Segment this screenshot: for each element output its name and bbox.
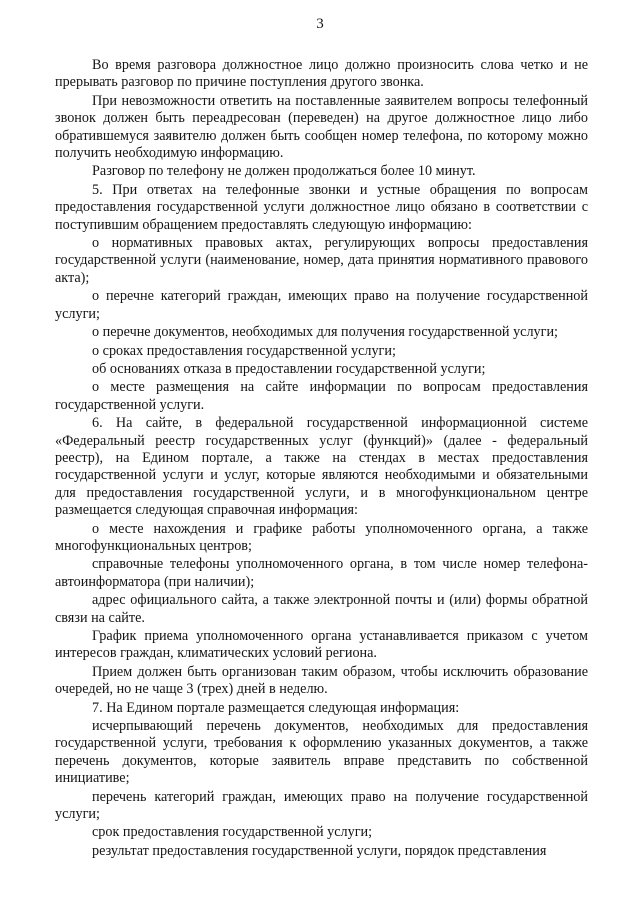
paragraph: о сроках предоставления государственной услуги; <box>92 342 396 359</box>
paragraph: Во время разговора должностное лицо должно произносить слова четко и не прерывать разговор по причине поступления другого звонка. <box>55 57 588 91</box>
paragraph: Разговор по телефону не должен продолжаться более 10 минут. <box>92 163 476 180</box>
paragraph: исчерпывающий перечень документов, необходимых для предоставления государственной услуги, требования к оформлению указанных документов, а также перечень документов, которые заявитель вправе представить по собственной инициативе; <box>55 718 588 787</box>
paragraph: срок предоставления государственной услуги; <box>92 824 373 841</box>
page-number: 3 <box>316 16 324 32</box>
paragraph: 6. На сайте, в федеральной государственной информационной системе «Федеральный реестр государственных услуг (функций)» (далее - федеральный реестр), на Едином портале, а также на стендах в местах предоставления государственной услуги и услуг, которые являются необходимыми и обязательными для предоставления государственной услуги, и в многофункциональном центре размещается следующая справочная информация: <box>55 415 588 519</box>
paragraph: При невозможности ответить на поставленные заявителем вопросы телефонный звонок должен быть переадресован (переведен) на другое должностное лицо либо обратившемуся заявителю должен быть сообщен номер телефона, по которому можно получить необходимую информацию. <box>55 92 588 162</box>
paragraph: о месте размещения на сайте информации по вопросам предоставления государственной услуги. <box>55 379 588 413</box>
paragraph: результат предоставления государственной услуги, порядок представления <box>92 842 547 859</box>
paragraph: о месте нахождения и графике работы уполномоченного органа, а также многофункциональных центров; <box>55 520 588 554</box>
paragraph: адрес официального сайта, а также электронной почты и (или) формы обратной связи на сайте. <box>55 592 588 626</box>
paragraph: 7. На Едином портале размещается следующая информация: <box>92 699 460 716</box>
paragraph: справочные телефоны уполномоченного органа, в том числе номер телефона-автоинформатора (при наличии); <box>55 556 588 590</box>
document-body <box>55 57 588 861</box>
paragraph: о перечне категорий граждан, имеющих право на получение государственной услуги; <box>55 288 588 322</box>
paragraph: перечень категорий граждан, имеющих право на получение государственной услуги; <box>55 788 588 823</box>
paragraph: 5. При ответах на телефонные звонки и устные обращения по вопросам предоставления государственной услуги должностное лицо обязано в соответствии с поступившим обращением предоставлять следующую информацию: <box>55 181 588 233</box>
paragraph: Прием должен быть организован таким образом, чтобы исключить образование очередей, но не чаще 3 (трех) дней в неделю. <box>55 663 588 698</box>
paragraph: График приема уполномоченного органа устанавливается приказом с учетом интересов граждан, климатических условий региона. <box>55 628 588 662</box>
paragraph: об основаниях отказа в предоставлении государственной услуги; <box>92 360 486 377</box>
paragraph: о перечне документов, необходимых для получения государственной услуги; <box>92 324 558 341</box>
paragraph: о нормативных правовых актах, регулирующих вопросы предоставления государственной услуги (наименование, номер, дата принятия нормативного правового акта); <box>55 235 588 286</box>
